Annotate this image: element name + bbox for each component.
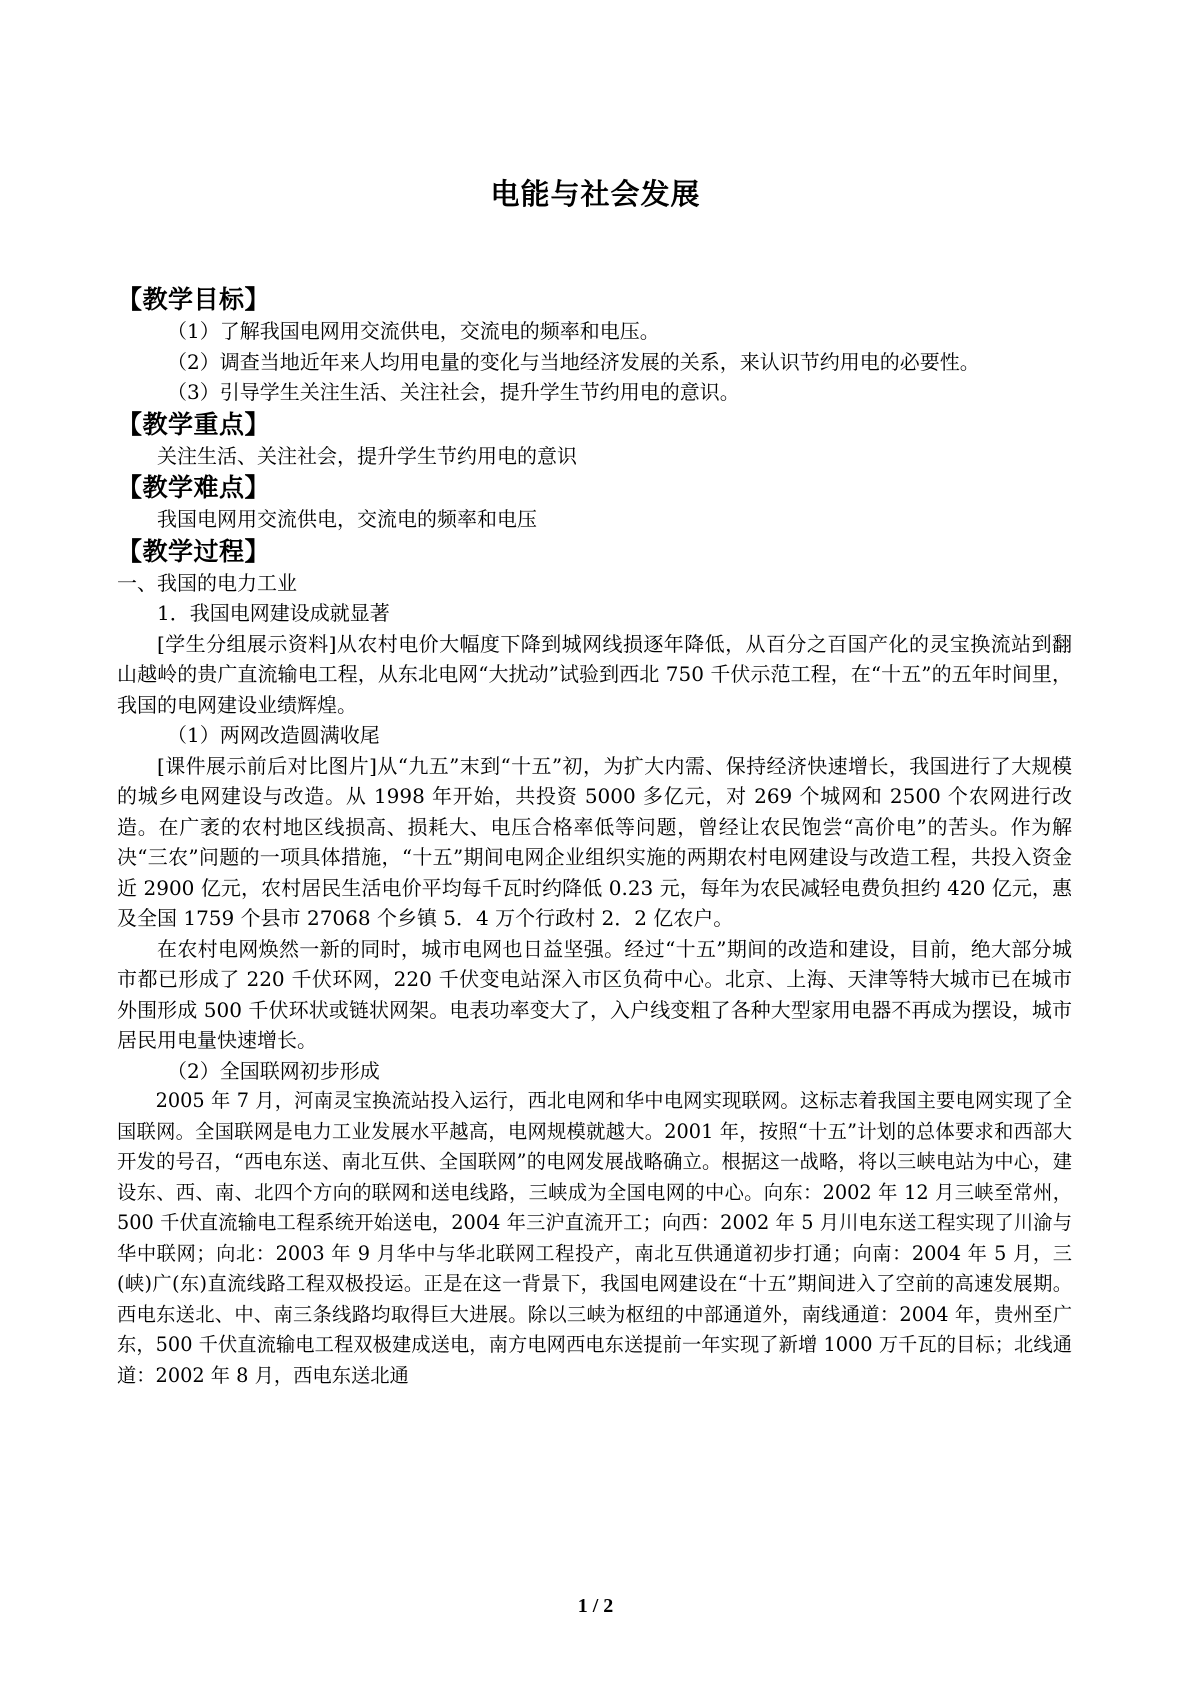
section-heading-goals: 【教学目标】 (117, 285, 271, 314)
process-subtitle: （1）两网改造圆满收尾 (167, 723, 380, 747)
goal-item: （1）了解我国电网用交流供电，交流电的频率和电压。 (167, 319, 660, 343)
page-number: 1 / 2 (577, 1595, 614, 1617)
document-title: 电能与社会发展 (490, 177, 701, 211)
process-paragraph: [学生分组展示资料]从农村电价大幅度下降到城网线损逐年降低，从百分之百国产化的灵宝换流站到翻山越岭的贵广直流输电工程，从东北电网“大扰动”试验到西北 750 千伏示范工程，在“十五”的五年时间里，我国的电网建设业绩辉煌。 (117, 631, 1072, 717)
section-heading-process: 【教学过程】 (117, 536, 271, 566)
section-heading-key-points: 【教学重点】 (117, 409, 271, 439)
process-paragraph: 2005 年 7 月，河南灵宝换流站投入运行，西北电网和华中电网实现联网。这标志着我国主要电网实现了全国联网。全国联网是电力工业发展水平越高，电网规模就越大。2001 年，按照“十五”计划的总体要求和西部大开发的号召，“西电东送、南北互供、全国联网”的电网发展战略确立。根据这一战略，将以三峡电站为中心，建设东、西、南、北四个方向的联网和送电线路，三峡成为全国电网的中心。向东：2002 年 12 月三峡至常州，500 千伏直流输电工程系统开始送电，2004 年三沪直流开工；向西：2002 年 5 月川电东送工程实现了川渝与华中联网；向北：2003 年 9 月华中与华北联网工程投产，南北互供通道初步打通；向南：2004 年 5 月，三(峡)广(东)直流线路工程双极投运。正是在这一背景下，我国电网建设在“十五”期间进入了空前的高速发展期。西电东送北、中、南三条线路均取得巨大进展。除以三峡为枢纽的中部通道外，南线通道：2004 年，贵州至广东，500 千伏直流输电工程双极建成送电，南方电网西电东送提前一年实现了新增 1000 万千瓦的目标；北线通道：2002 年 8 月，西电东送北通 (117, 1089, 1072, 1387)
goal-item: （2）调查当地近年来人均用电量的变化与当地经济发展的关系，来认识节约用电的必要性。 (167, 349, 980, 374)
goal-item: （3）引导学生关注生活、关注社会，提升学生节约用电的意识。 (167, 380, 740, 404)
process-part-title: 一、我国的电力工业 (117, 570, 297, 595)
document-body (117, 283, 1072, 1391)
process-subtitle: 1．我国电网建设成就显著 (157, 601, 390, 625)
key-points-text: 关注生活、关注社会，提升学生节约用电的意识 (157, 443, 577, 468)
process-subtitle: （2）全国联网初步形成 (167, 1058, 380, 1083)
difficulties-text: 我国电网用交流供电，交流电的频率和电压 (157, 507, 537, 531)
section-heading-difficulties: 【教学难点】 (117, 473, 271, 502)
process-paragraph: 在农村电网焕然一新的同时，城市电网也日益坚强。经过“十五”期间的改造和建设，目前，绝大部分城市都已形成了 220 千伏环网，220 千伏变电站深入市区负荷中心。北京、上海、天津等特大城市已在城市外围形成 500 千伏环状或链状网架。电表功率变大了，入户线变粗了各种大型家用电器不再成为摆设，城市居民用电量快速增长。 (117, 936, 1072, 1052)
process-paragraph: [课件展示前后对比图片]从“九五”末到“十五”初，为扩大内需、保持经济快速增长，我国进行了大规模的城乡电网建设与改造。从 1998 年开始，共投资 5000 多亿元，对 269 个城网和 2500 个农网进行改造。在广袤的农村地区线损高、损耗大、电压合格率低等问题，曾经让农民饱尝“高价电”的苦头。作为解决“三农”问题的一项具体措施，“十五”期间电网企业组织实施的两期农村电网建设与改造工程，共投入资金近 2900 亿元，农村居民生活电价平均每千瓦时约降低 0.23 元，每年为农民减轻电费负担约 420 亿元，惠及全国 1759 个县市 27068 个乡镇 5．4 万个行政村 2．2 亿农户。 (117, 753, 1072, 930)
